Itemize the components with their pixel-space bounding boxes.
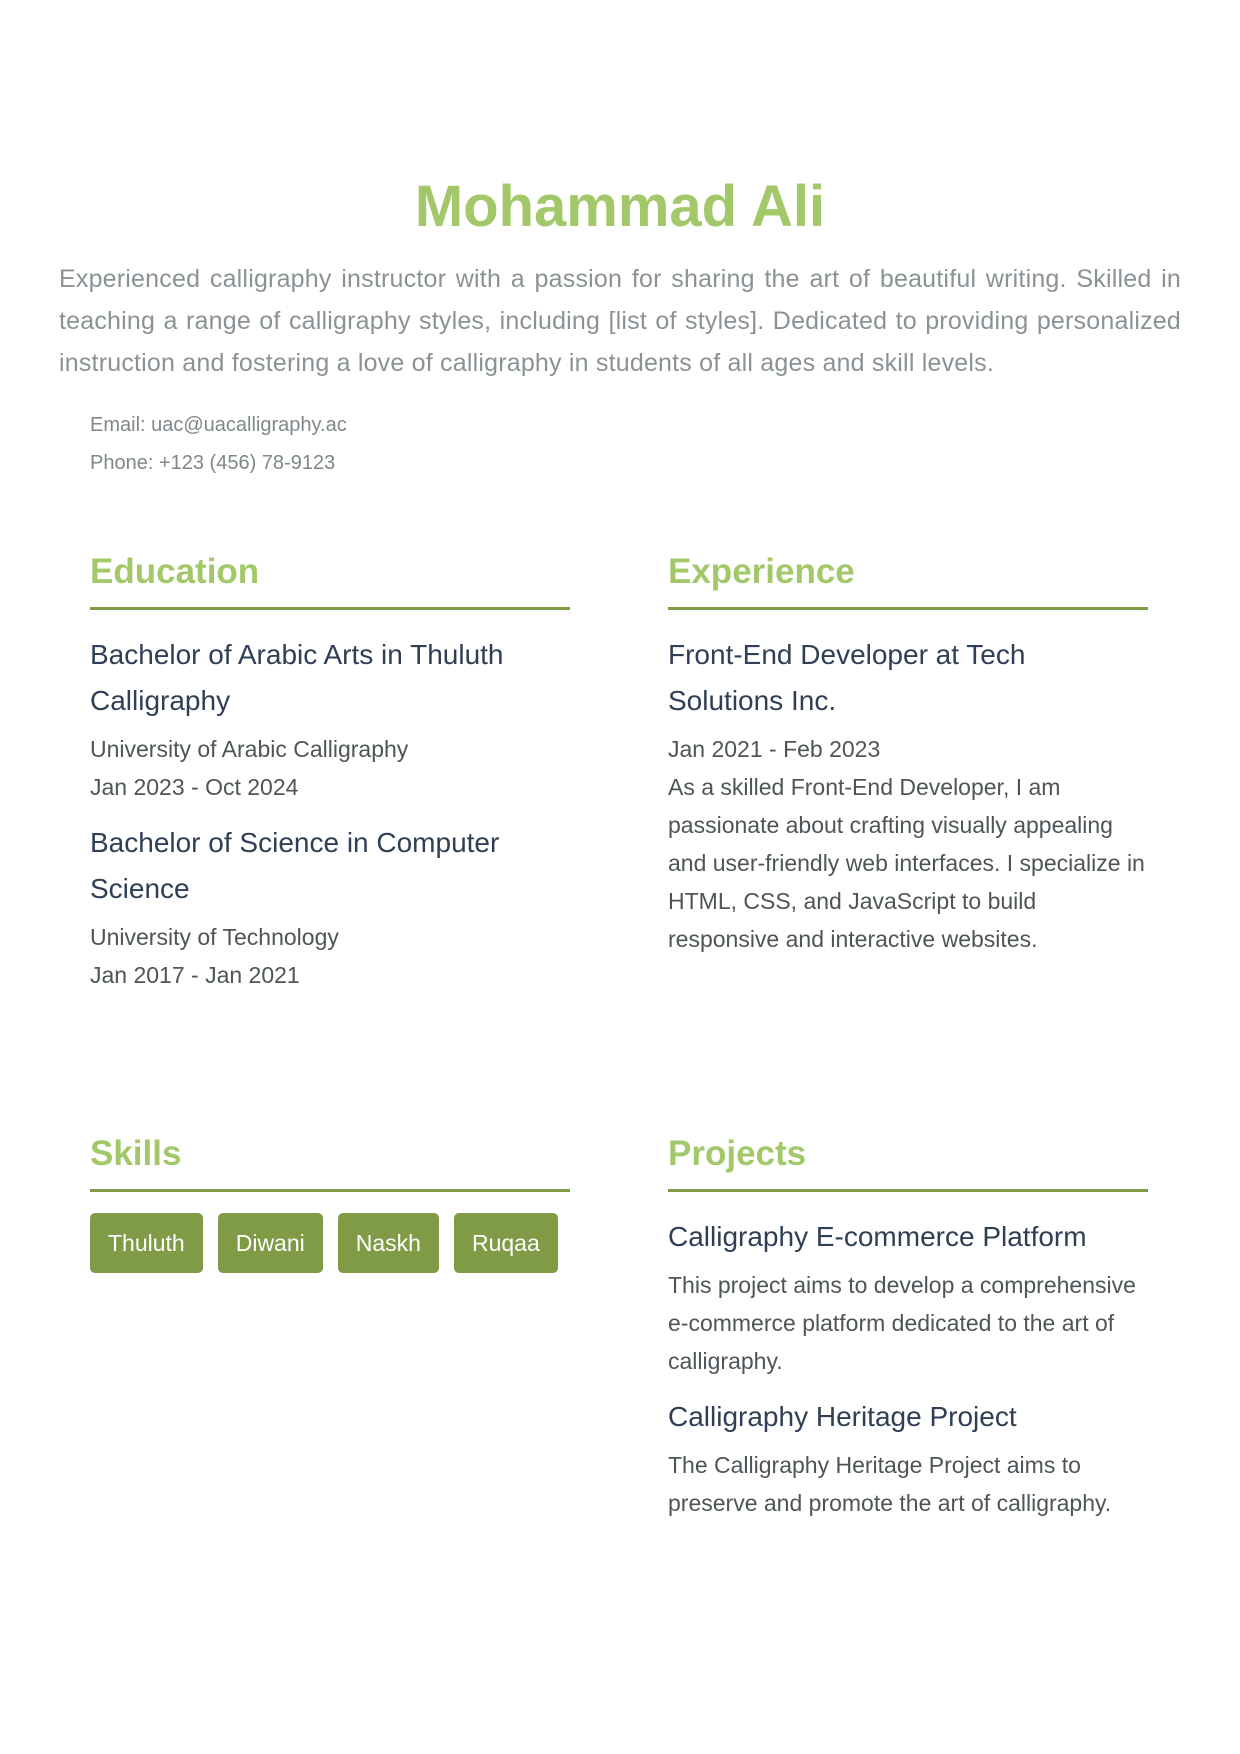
project-title: Calligraphy E-commerce Platform <box>668 1221 1087 1252</box>
experience-entry <box>668 632 1148 958</box>
project-description: This project aims to develop a comprehensive e-commerce platform dedicated to the art of calligraphy. <box>668 1272 1136 1374</box>
professional-summary: Experienced calligraphy instructor with a passion for sharing the art of beautiful writing. Skilled in teaching a range of calligraphy styles, including [list of styles]. Dedicated to providing personalized instruction and fostering a love of calligraphy in students of all ages and skill levels. <box>59 265 1181 377</box>
education-entry <box>90 632 570 806</box>
email-line: Email: uac@uacalligraphy.ac <box>90 414 347 436</box>
job-description: As a skilled Front-End Developer, I am passionate about crafting visually appealing and user-friendly web interfaces. I specialize in HTML, CSS, and JavaScript to build responsive and interactive websites. <box>668 774 1145 952</box>
projects-section <box>668 1133 1148 1522</box>
project-entry <box>668 1394 1148 1522</box>
project-entry <box>668 1214 1148 1380</box>
contact-info <box>90 406 347 482</box>
section-title-projects: Projects <box>668 1133 1148 1192</box>
section-title-skills: Skills <box>90 1133 570 1192</box>
skill-badge-thuluth[interactable]: Thuluth <box>90 1213 203 1273</box>
school-name: University of Technology <box>90 924 339 950</box>
experience-section <box>668 551 1148 958</box>
skill-badge-ruqaa[interactable]: Ruqaa <box>454 1213 558 1273</box>
education-dates: Jan 2017 - Jan 2021 <box>90 962 300 988</box>
resume-name: Mohammad Ali <box>414 174 826 239</box>
section-title-education: Education <box>90 551 570 610</box>
skills-section <box>90 1133 570 1273</box>
education-entry <box>90 820 570 994</box>
section-title-experience: Experience <box>668 551 1148 610</box>
job-title: Front-End Developer at Tech Solutions Inc. <box>668 639 1026 716</box>
degree-title: Bachelor of Arabic Arts in Thuluth Calligraphy <box>90 639 504 716</box>
job-dates: Jan 2021 - Feb 2023 <box>668 736 881 762</box>
project-description: The Calligraphy Heritage Project aims to preserve and promote the art of calligraphy. <box>668 1452 1112 1516</box>
school-name: University of Arabic Calligraphy <box>90 736 409 762</box>
phone-line: Phone: +123 (456) 78-9123 <box>90 452 336 474</box>
skills-list <box>90 1213 570 1273</box>
education-section <box>90 551 570 994</box>
degree-title: Bachelor of Science in Computer Science <box>90 827 500 904</box>
skill-badge-diwani[interactable]: Diwani <box>218 1213 323 1273</box>
project-title: Calligraphy Heritage Project <box>668 1401 1017 1432</box>
education-dates: Jan 2023 - Oct 2024 <box>90 774 299 800</box>
skill-badge-naskh[interactable]: Naskh <box>338 1213 439 1273</box>
